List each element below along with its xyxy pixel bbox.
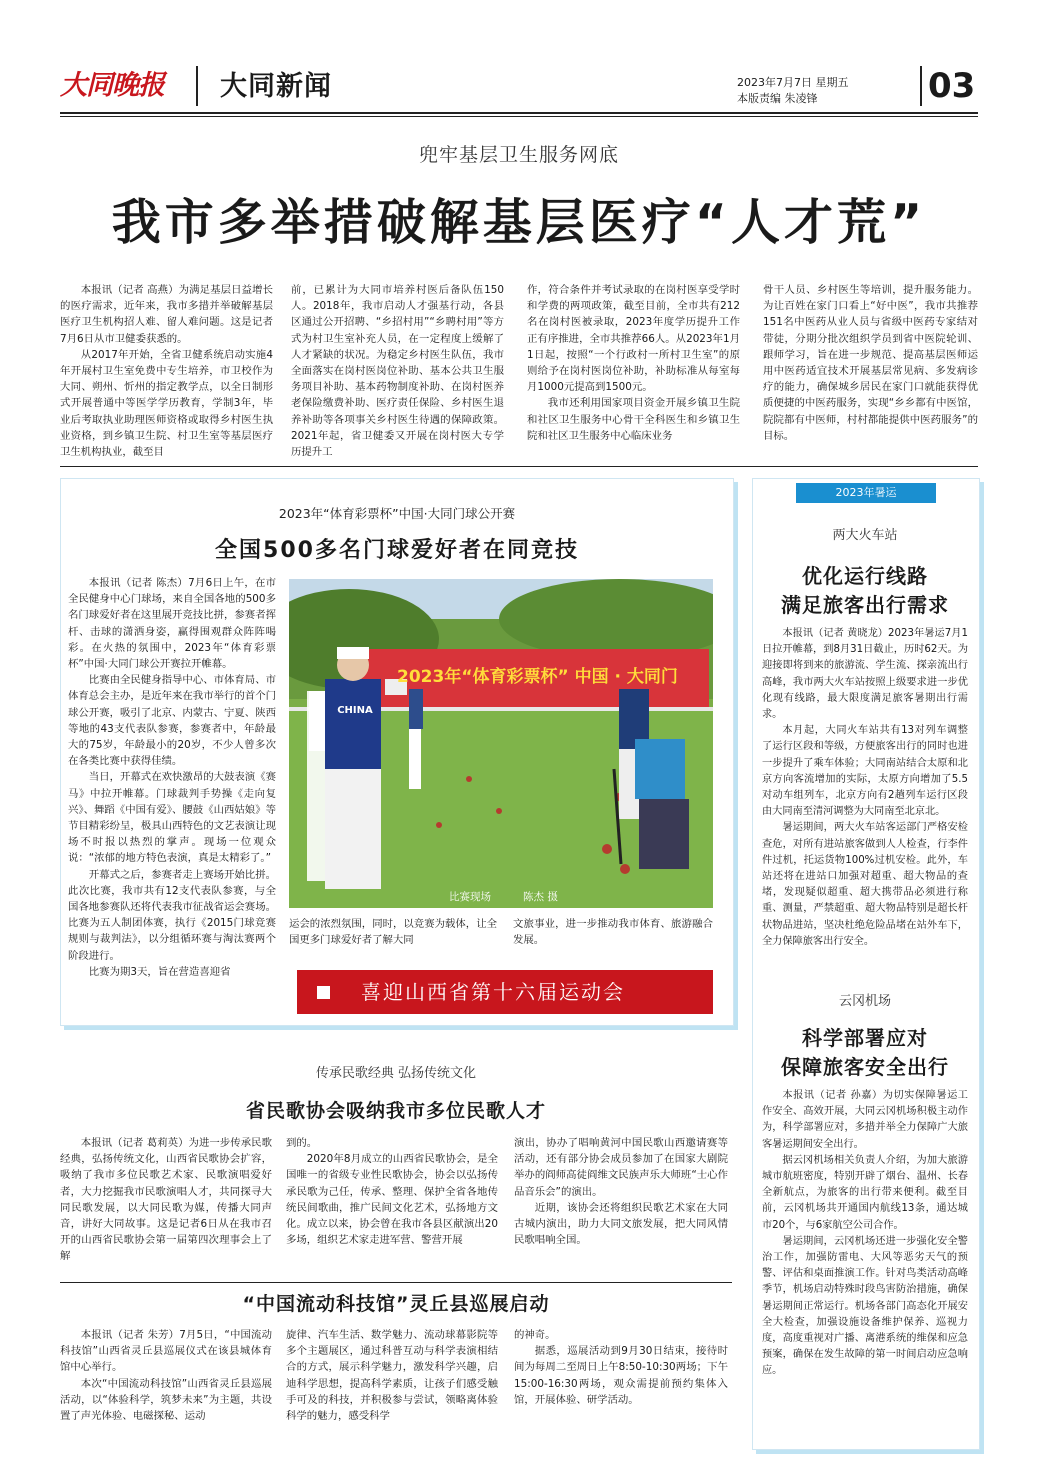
masthead	[60, 62, 978, 114]
sidebar-s2-p2: 据云冈机场相关负责人介绍，为加大旅游城市航班密度，特别开辟了烟台、温州、长春全新航点，为旅客的出行带来便利。截至目前，云冈机场共开通国内航线13条，通达城市20个，与6家航空公司合作。	[762, 1154, 968, 1231]
sidebar-s2-p3: 暑运期间，云冈机场还进一步强化安全警治工作，加强防雷电、大风等恶劣天气的预警、评估和桌面推演工作。针对鸟类活动高峰季节，机场启动特殊时段鸟害防治措施，确保暑运期间正常运行。机场各部门高态化开展安全大检查，加强设施设备维护保养、巡视力度，高度重视对广播、离港系统的维保和应急预案，确保在发生故障的第一时间启动应急响应。	[762, 1235, 968, 1377]
folk-c3-p2: 近期，该协会还将组织民歌艺术家在大同古城内演出，助力大同文旅发展，把大同风情民歌唱响全国。	[514, 1201, 728, 1247]
masthead-rule-thin	[60, 116, 978, 117]
folk-c2-p2: 2020年8月成立的山西省民歌协会，是全国唯一的省级专业性民歌协会，协会以弘扬传承民歌为己任，传承、整理、保护全省各地传统民间歌曲，推广民间文化艺术，弘扬地方文化。成立以来，协会曾在我市各县区献演出20多场，组织艺术家走进军营、警营开展	[286, 1153, 498, 1247]
gateball-c2-p1: 运会的浓烈氛围，同时，以竞赛为载体，让全国更多门球爱好者了解大同	[289, 918, 497, 947]
lead-column-2	[291, 282, 504, 460]
lead-column-3	[527, 282, 740, 444]
issue-date: 2023年7月7日 星期五	[737, 76, 849, 89]
folk-column-2	[286, 1135, 498, 1248]
sidebar-story2-kicker: 云冈机场	[838, 994, 891, 1009]
science-c1-p1: 本报讯（记者 朱芳）7月5日，“中国流动科技馆”山西省灵丘县巡展仪式在该县城体育馆中心举行。	[60, 1329, 272, 1374]
gateball-column-3	[513, 916, 713, 948]
lead-bottom-rule	[60, 466, 978, 467]
folk-c1-p1: 本报讯（记者 葛莉英）为进一步传承民歌经典，弘扬传统文化，山西省民歌协会扩容，吸纳了我市多位民歌艺术家、民歌演唱爱好者，大力挖掘我市民歌演唱人才，共同探寻大同民歌发展，以大同民歌为媒，传播大同声音，讲好大同故事。这是记者6日从在我市召开的山西省民歌协会第一届第四次理事会上了解	[60, 1137, 272, 1263]
banner-text: 喜迎山西省第十六届运动会	[361, 980, 625, 1004]
page-number: 03	[928, 66, 976, 106]
sidebar-s2-p1: 本报讯（记者 孙嘉）为切实保障暑运工作安全、高效开展，大同云冈机场积极主动作为，科学部署应对，多措并举全力保障广大旅客暑运期间安全出行。	[762, 1090, 968, 1150]
gateball-photo	[289, 579, 713, 908]
gateball-column-2	[289, 916, 497, 948]
newspaper-logo: 大同晚报	[60, 70, 164, 101]
lead-column-4	[763, 282, 978, 444]
sidebar-story2-headline-1: 科学部署应对	[802, 1026, 928, 1050]
gateball-photo-art	[289, 579, 713, 908]
science-headline: “中国流动科技馆”灵丘县巡展启动	[242, 1293, 550, 1315]
sidebar-story1-headline-1: 优化运行线路	[802, 564, 928, 588]
science-column-2	[286, 1327, 498, 1424]
page-divider	[920, 66, 922, 106]
gateball-c1-p5: 比赛为期3天，旨在营造喜迎省	[88, 965, 231, 978]
games-red-banner	[297, 970, 713, 1014]
folk-bottom-rule	[60, 1282, 732, 1283]
sidebar-s1-p3: 暑运期间，两大火车站客运部门严格安检查危，对所有进站旅客做到人人检查，行李件件过机，托运货物100%过机安检。此外，车站还将在进站口加强对超重、超大物品的查堵，发现疑似超重、超大携带品必须进行称重、测量，严禁超重、超大物品特别是超长杆状物品进站，坚决杜绝危险品堵在站外车下，全力保障旅客出行安全。	[762, 822, 968, 947]
lead-c1-p1: 本报讯（记者 高燕）为满足基层日益增长的医疗需求，近年来，我市多措并举破解基层医疗卫生机构招人难、留人难问题。这是记者7月6日从市卫健委获悉的。	[60, 284, 273, 345]
gateball-c1-p4: 开幕式之后，参赛者走上赛场开始比拼。此次比赛，我市共有12支代表队参赛，与全国各地参赛队还将代表我市征战省运会赛场。比赛为五人制团体赛，执行《2015门球竞赛规则与裁判法》，以分组循环赛与淘汰赛两个阶段进行。	[68, 868, 276, 962]
gateball-c1-p2: 比赛由全民健身指导中心、市体育局、市体育总会主办，是近年来在我市举行的首个门球公开赛，吸引了北京、内蒙古、宁夏、陕西等地的43支代表队参赛，参赛者中，年龄最大的75岁，年龄最小的20岁，不少人曾多次在各类比赛中获得佳绩。	[68, 674, 276, 768]
science-column-1	[60, 1327, 272, 1424]
sidebar-s1-p2: 本月起，大同火车站共有13对列车调整了运行区段和等级，方便旅客出行的同时也进一步提升了乘车体验；大同南站结合太原和北京方向客流增加的实际，太原方向增加了5.5对动车组列车，北京方向有2趟列车运行区段由大同南至清河调整为大同南至北京北。	[762, 725, 968, 818]
sidebar-tag: 2023年暑运	[796, 483, 936, 503]
folk-c3-p1: 演出，协办了唱响黄河中国民歌山西邀请赛等活动，还有部分协会成员参加了在国家大剧院举办的阎师高徒阎维文民族声乐大师班“士心作品音乐会”的演出。	[514, 1137, 728, 1198]
science-c2-p1: 旋律、汽车生活、数学魅力、流动球幕影院等多个主题展区，通过科普互动与科学表演相结合的方式，展示科学魅力，激发科学兴趣，启迪科学思想，提高科学素质，让孩子们感受触手可及的科技，并积极参与尝试，领略离体验科学的魅力，感受科学	[286, 1329, 498, 1423]
editor-credit: 本版责编 朱凌锋	[737, 92, 818, 105]
lead-c3-p1: 作，符合条件并考试录取的在岗村医享受学时和学费的两项政策，截至目前，全市共有212名在岗村医被录取，2023年度学历提升工作正有序推进，全市共推荐66人。从2023年1月1日起，按照“一个行政村一所村卫生室”的原则给予在岗村医岗位补助，补助标准从每室每月1000元提高到1500元。	[527, 284, 740, 394]
gateball-headline: 全国500多名门球爱好者在同竞技	[215, 538, 579, 563]
sidebar-story1-body	[762, 626, 968, 950]
player-shirt-text: CHINA	[337, 705, 373, 716]
photo-banner-text: 2023年“体育彩票杯” 中国 · 大同门	[397, 667, 678, 687]
gateball-c3-p1: 文旅事业，进一步推动我市体育、旅游融合发展。	[513, 918, 713, 947]
lead-c4-p1: 骨干人员、乡村医生等培训，提升服务能力。为让百姓在家门口看上“好中医”，我市共推荐151名中医药从业人员与省级中医药专家结对带徒，分期分批次组织学员到省中医院轮训、跟师学习，旨在进一步规范、提高基层医师运用中医药适宜技术开展基层常见病、多发病诊疗的能力，确保城乡居民在家门口就能获得优质便捷的中医药服务，实现“乡乡都有中医馆，院院都有中医师，村村都能提供中医药服务”的目标。	[763, 284, 978, 442]
gateball-c1-p1: 本报讯（记者 陈杰）7月6日上午，在市全民健身中心门球场，来自全国各地的500多名门球爱好者在这里展开竞技比拼，参赛者挥杆、击球的潇洒身姿，赢得围观群众阵阵喝彩。在火热的氛围中，2023年“体育彩票杯”中国·大同门球公开赛拉开帷幕。	[68, 577, 276, 671]
gateball-c1-p3: 当日，开幕式在欢快激昂的大鼓表演《赛马》中拉开帷幕。门球裁判手势操《走向复兴》、舞蹈《中国有爱》、腰鼓《山西姑娘》等节目精彩纷呈，极具山西特色的文艺表演让现场不时报以热烈的掌声。现场一位观众说：“浓郁的地方特色表演，真是太精彩了。”	[68, 771, 276, 865]
lead-headline: 我市多举措破解基层医疗“人才荒”	[111, 194, 927, 251]
sidebar-story1-headline-2: 满足旅客出行需求	[781, 593, 949, 617]
gateball-kicker: 2023年“体育彩票杯”中国·大同门球公开赛	[278, 506, 516, 521]
lead-c2-p1: 前，已累计为大同市培养村医后备队伍150人。2018年，我市启动人才强基行动，各县区通过公开招聘、“乡招村用”“乡聘村用”等方式为村卫生室补充人员，在一定程度上缓解了人才紧缺的状况。为稳定乡村医生队伍，我市全面落实在岗村医岗位补助、基本公共卫生服务项目补助、基本药物制度补助、在岗村医养老保险缴费补助、医疗责任保险、乡村医生退养补助等各项事关乡村医生待遇的保障政策。2021年起，省卫健委又开展在岗村医大专学历提升工	[291, 284, 504, 459]
science-c3-p2: 据悉，巡展活动到9月30日结束，接待时间为每周二至周日上午8:50-10:30两场；下午15:00-16:30两场，观众需提前预约集体入馆，开展体验、研学活动。	[514, 1345, 728, 1406]
sidebar-story2-headline-2: 保障旅客安全出行	[781, 1055, 949, 1079]
lead-kicker: 兜牢基层卫生服务网底	[418, 144, 619, 166]
sidebar-s1-p1: 本报讯（记者 黄晓龙）2023年暑运7月1日拉开帷幕，到8月31日截止，历时62天。为迎接即将到来的旅游流、学生流、探亲流出行高峰，我市两大火车站按照上级要求进一步优化现有线路，最大限度满足旅客暑期出行需求。	[762, 628, 968, 721]
photo-credit: 陈杰 摄	[523, 891, 558, 903]
lead-column-1	[60, 282, 273, 460]
folk-kicker: 传承民歌经典 弘扬传统文化	[315, 1066, 477, 1081]
folk-c2-p1: 到的。	[286, 1137, 318, 1149]
section-title: 大同新闻	[220, 71, 332, 102]
science-column-3	[514, 1327, 728, 1408]
banner-square-icon	[317, 986, 330, 999]
logo-divider	[196, 66, 198, 106]
science-c3-p1: 的神奇。	[514, 1329, 556, 1341]
sidebar-story2-body	[762, 1088, 968, 1380]
masthead-rule	[60, 112, 978, 114]
lead-c3-p2: 我市还利用国家项目资金开展乡镇卫生院和社区卫生服务中心骨干全科医生和乡镇卫生院和社区卫生服务中心临床业务	[527, 397, 740, 442]
sidebar-story1-kicker: 两大火车站	[832, 528, 898, 543]
gateball-column-1	[68, 575, 276, 980]
folk-column-3	[514, 1135, 728, 1248]
lead-c1-p2: 从2017年开始，全省卫健系统启动实施4年开展村卫生室免费中专生培养，市卫校作为大同、朔州、忻州的指定教学点，以全日制形式开展普通中等医学学历教育，学制3年，毕业后考取执业助理医师资格或取得乡村医生执业资格，到乡镇卫生院、村卫生室等基层医疗卫生机构执业，截至目	[60, 348, 273, 459]
folk-headline: 省民歌协会吸纳我市多位民歌人才	[245, 1100, 546, 1122]
folk-column-1	[60, 1135, 272, 1265]
photo-caption: 比赛现场	[449, 891, 491, 903]
science-c1-p2: 本次“中国流动科技馆”山西省灵丘县巡展活动，以“体验科学，筑梦未来”为主题，共设置了声光体验、电磁探秘、运动	[60, 1377, 272, 1423]
